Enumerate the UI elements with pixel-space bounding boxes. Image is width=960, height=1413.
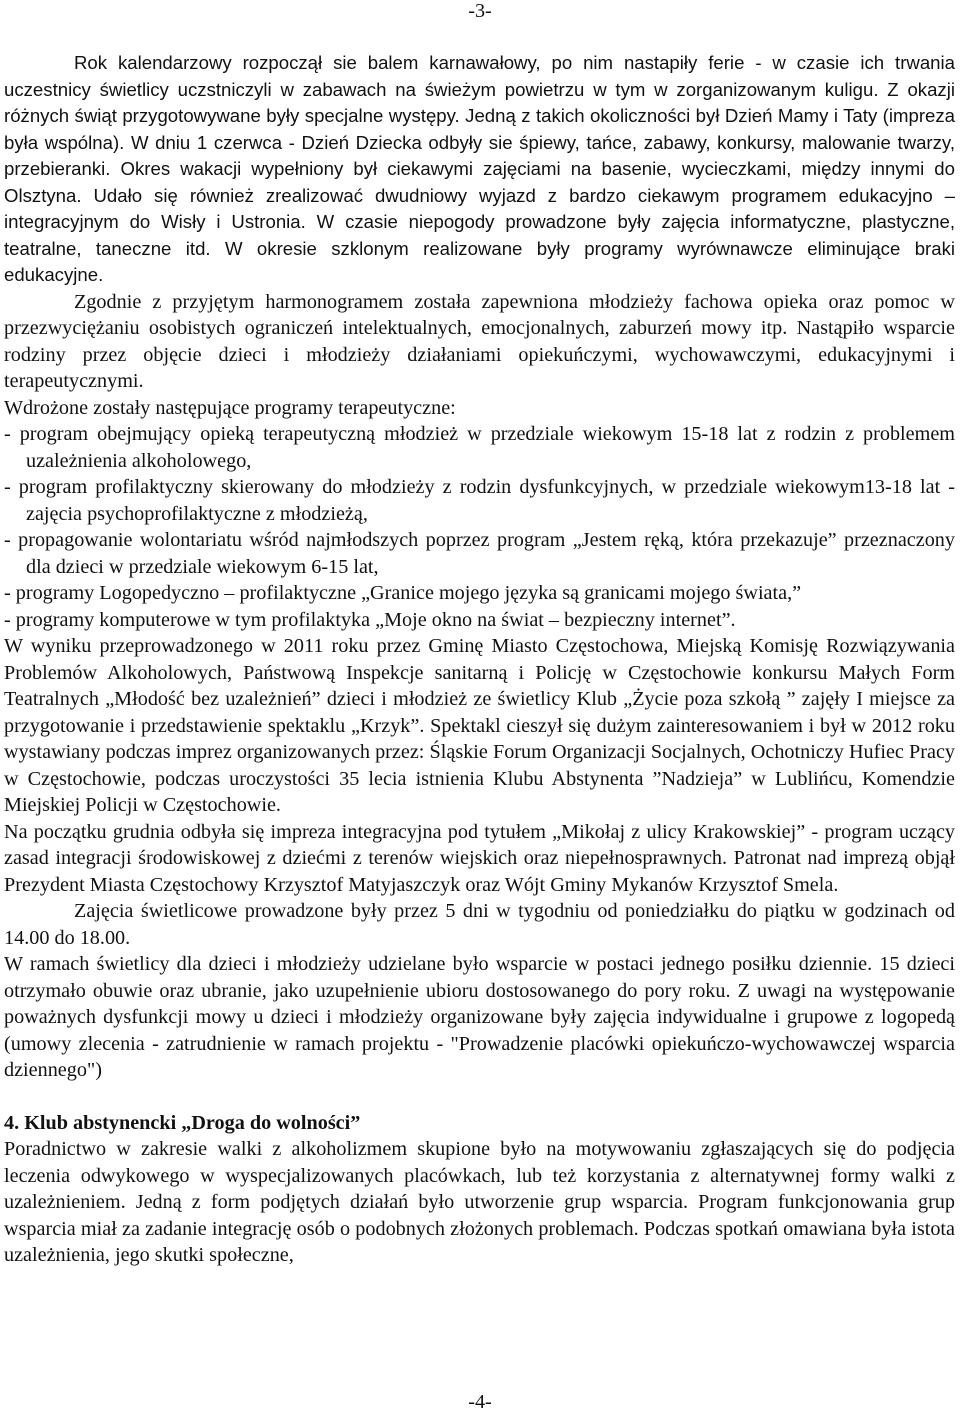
paragraph-care: Zgodnie z przyjętym harmonogramem została zapewniona młodzieży fachowa opieka oraz pomoc w przezwyciężaniu osobistych ograniczeń intelektualnych, emocjonalnych, zaburzeń mowy itp. Nastąpiło wsparcie rodziny przez objęcie dzieci i młodzieży działaniami opiekuńczymi, wychowawczymi, edukacyjnymi i terapeutycznymi. <box>4 290 955 392</box>
paragraph-activities: Rok kalendarzowy rozpoczął sie balem karnawałowy, po nim nastapiły ferie - w czasie ich trwania uczestnicy świetlicy uczstniczyli w zabawach na świeżym powietrzu w tym w zorganizowanym kuligu. Z okazji różnych świąt przygotowywane były specjalne występy. Jedną z takich okoliczności był Dzień Mamy i Taty (impreza była wspólna). W dniu 1 czerwca - Dzień Dziecka odbyły sie śpiewy, tańce, zabawy, konkursy, malowanie twarzy, przebieranki. Okres wakacji wypełniony był ciekawymi zajęciami na basenie, wycieczkami, między innymi do Olsztyna. Udało się również zrealizować dwudniowy wyjazd z bardzo ciekawym programem edukacyjno – integracyjnym do Wisły i Ustronia. W czasie niepogody prowadzone były zajęcia informatyczne, plastyczne, teatralne, taneczne itd. W okresie szklonym realizowane były programy wyrównawcze eliminujące braki edukacyjne. <box>4 52 955 285</box>
paragraph-opening-hours: Zajęcia świetlicowe prowadzone były przez 5 dni w tygodniu od poniedziałku do piątku w godzinach od 14.00 do 18.00. <box>4 900 955 949</box>
list-item-program-2: - program profilaktyczny skierowany do młodzieży z rodzin dysfunkcyjnych, w przedziale wiekowym13-18 lat - zajęcia psychoprofilaktyczne z młodzieżą, <box>4 476 955 525</box>
list-item-program-3: - propagowanie wolontariatu wśród najmłodszych poprzez program „Jestem ręką, która przekazuje” przeznaczony dla dzieci w przedziale wiekowym 6-15 lat, <box>4 529 955 578</box>
section-heading: 4. Klub abstynencki „Droga do wolności” <box>4 1111 361 1134</box>
page-number-bottom: -4- <box>468 1391 492 1413</box>
list-item-program-4: - programy Logopedyczno – profilaktyczne „Granice mojego języka są granicami mojego świata,” <box>4 582 802 604</box>
list-item-program-5: - programy komputerowe w tym profilaktyka „Moje okno na świat – bezpieczny internet”. <box>4 608 736 631</box>
page-content <box>4 50 955 1269</box>
section-gap <box>4 1084 955 1110</box>
paragraph-support: W ramach świetlicy dla dzieci i młodzieży udzielane było wsparcie w postaci jednego posiłku dziennie. 15 dzieci otrzymało obuwie oraz ubranie, jako uzupełnienie ubioru dostosowanego do pory roku. Z uwagi na występowanie poważnych dysfunkcji mowy u dzieci i młodzieży organizowane były zajęcia indywidualne i grupowe z logopedą (umowy zlecenia - zatrudnienie w ramach projektu - "Prowadzenie placówki opiekuńczo-wychowawczej wsparcia dziennego") <box>4 953 955 1081</box>
paragraph-theatre-contest: W wyniku przeprowadzonego w 2011 roku przez Gminę Miasto Częstochowa, Miejską Komisję Rozwiązywania Problemów Alkoholowych, Państwową Inspekcje sanitarną i Policję w Częstochowie konkursu Małych Form Teatralnych „Młodość bez uzależnień” dzieci i młodzież ze świetlicy Klub „Życie poza szkołą ” zajęły I miejsce za przygotowanie i przedstawienie spektaklu „Krzyk”. Spektakl cieszył się dużym zainteresowaniem i był w 2012 roku wystawiany podczas imprez organizowanych przez: Śląskie Forum Organizacji Socjalnych, Ochotniczy Hufiec Pracy w Częstochowie, podczas uroczystości 35 lecia istnienia Klubu Abstynenta ”Nadzieja” w Lublińcu, Komendzie Miejskiej Policji w Częstochowie. <box>4 635 955 816</box>
paragraph-section-text: Poradnictwo w zakresie walki z alkoholizmem skupione było na motywowaniu zgłaszających się do podjęcia leczenia odwykowego w wyspecjalizowanych placówkach, lub też korzystania z alternatywnej formy walki z uzależnieniem. Jedną z form podjętych działań było utworzenie grup wsparcia. Program funkcjonowania grup wsparcia miał za zadanie integrację osób o podobnych złożonych problemach. Podczas spotkań omawiana była istota uzależnienia, jego skutki społeczne, <box>4 1138 955 1266</box>
page-number-top: -3- <box>468 0 492 22</box>
list-item-program-1: - program obejmujący opieką terapeutyczną młodzież w przedziale wiekowym 15-18 lat z rodzin z problemem uzależnienia alkoholowego, <box>4 423 955 472</box>
paragraph-integration-event: Na początku grudnia odbyła się impreza integracyjna pod tytułem „Mikołaj z ulicy Krakowskiej” - program uczący zasad integracji środowiskowej z dziećmi z terenów wiejskich oraz niepełnosprawnych. Patronat nad imprezą objął Prezydent Miasta Częstochowy Krzysztof Matyjaszczyk oraz Wójt Gminy Mykanów Krzysztof Smela. <box>4 820 955 896</box>
paragraph-programs-intro: Wdrożone zostały następujące programy terapeutyczne: <box>4 396 456 419</box>
